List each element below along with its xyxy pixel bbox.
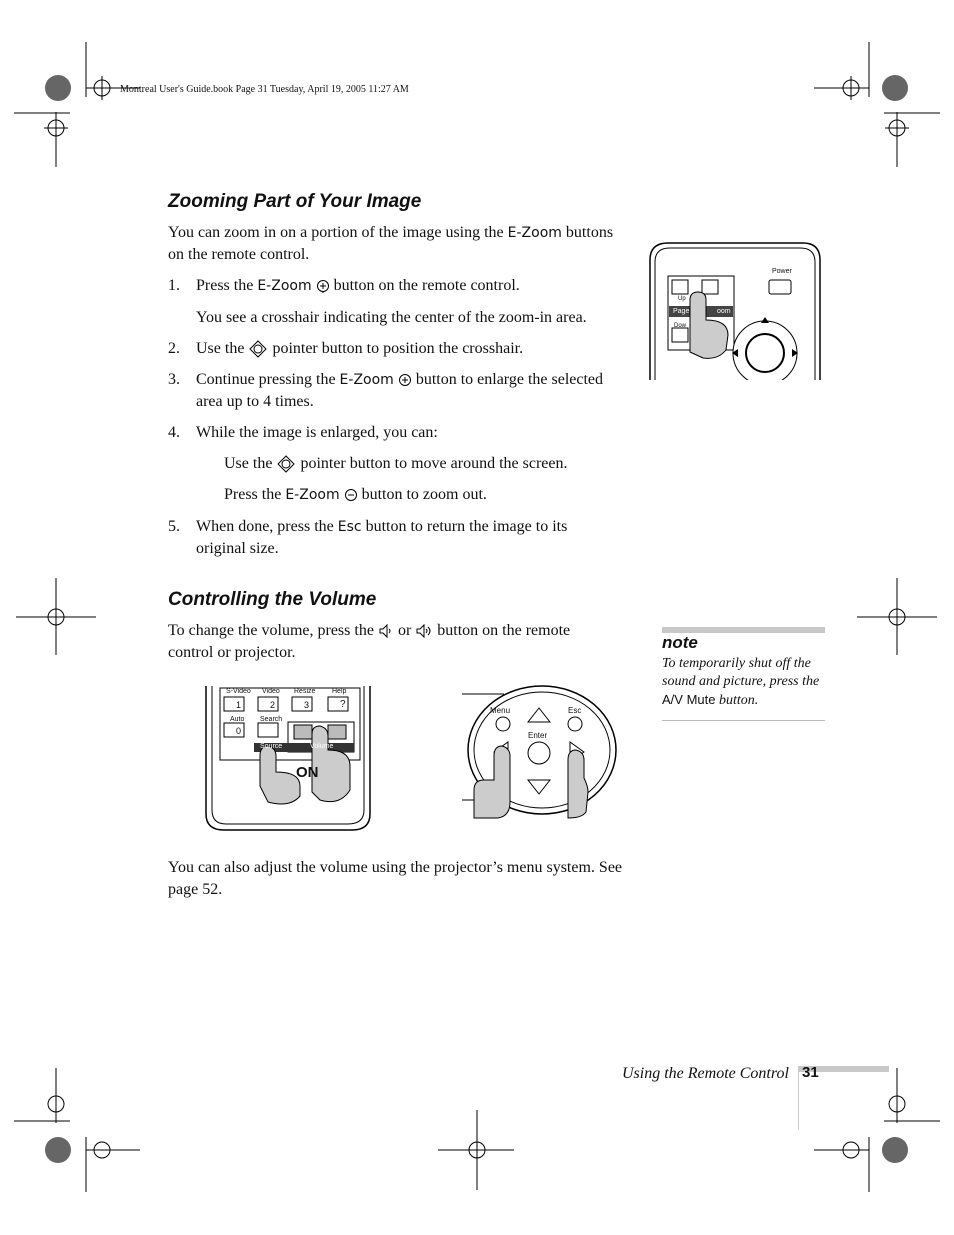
step-1-number: 1.	[168, 277, 180, 294]
step-5	[196, 516, 636, 560]
step-text-b: pointer button to move around the screen.	[300, 455, 568, 472]
step-text: Press the	[196, 277, 254, 294]
note-title: note	[662, 633, 698, 652]
note-divider	[662, 720, 825, 721]
remote-brand-fragment: ON	[296, 764, 319, 781]
step-4-sub-a	[224, 453, 644, 475]
remote-volume-illustration	[204, 686, 374, 832]
step-1	[196, 275, 636, 297]
remote-label-down: Dow	[674, 323, 687, 329]
step-text-b: pointer button to position the crosshair.	[272, 340, 524, 357]
remote-label-resize: Resize	[294, 688, 316, 695]
intro-or: or	[397, 622, 412, 639]
book-header: Montreal User's Guide.book Page 31 Tuesday, April 19, 2005 11:27 AM	[120, 84, 409, 95]
step-2	[196, 338, 636, 360]
volume-down-icon	[378, 623, 394, 639]
remote-key-1: 1	[236, 700, 242, 710]
step-text-b: button to enlarge the selected	[415, 371, 604, 388]
intro-text: To change the volume, press the	[168, 622, 374, 639]
remote-key-help: ?	[340, 699, 346, 710]
intro-text-c: on the remote control.	[168, 246, 310, 263]
footer-divider	[798, 1066, 799, 1130]
step-text-b: button to return the image to its	[365, 518, 568, 535]
volume-up-icon	[415, 623, 433, 639]
remote-label-power: Power	[772, 268, 792, 275]
key-e-zoom: E-Zoom	[507, 225, 562, 241]
projector-panel-illustration	[458, 682, 622, 822]
step-text-b: button on the remote control.	[333, 277, 520, 294]
remote-label-search: Search	[260, 716, 283, 723]
remote-label-zoom: oom	[717, 308, 731, 315]
step-1-sub: You see a crosshair indicating the center of the zoom-in area.	[196, 309, 587, 326]
key-av-mute: A/V Mute	[662, 692, 716, 707]
key-e-zoom: E-Zoom	[339, 372, 394, 388]
key-esc: Esc	[337, 519, 362, 535]
section-title-zoom: Zooming Part of Your Image	[168, 191, 422, 212]
panel-label-enter: Enter	[528, 731, 548, 740]
step-text: Use the	[196, 340, 245, 357]
outro-text-b: page 52.	[168, 881, 223, 898]
zoom-out-icon	[344, 488, 358, 502]
step-text-b: button to zoom out.	[361, 486, 487, 503]
outro-text: You can also adjust the volume using the projector’s menu system. See	[168, 859, 623, 876]
remote-label-video: Video	[262, 688, 280, 695]
note-body	[662, 655, 827, 710]
volume-outro	[168, 857, 638, 901]
note-line-2: sound and picture, press the	[662, 674, 820, 689]
volume-intro	[168, 620, 638, 664]
footer-section: Using the Remote Control	[622, 1065, 789, 1082]
intro-text-c: control or projector.	[168, 644, 296, 661]
remote-label-source: Source	[260, 743, 283, 750]
remote-label-volume: Volume	[310, 743, 334, 750]
remote-key-3: 3	[304, 700, 310, 710]
panel-label-menu: Menu	[490, 706, 511, 715]
section-title-volume: Controlling the Volume	[168, 589, 377, 610]
step-2-number: 2.	[168, 340, 180, 357]
zoom-in-icon	[398, 373, 412, 387]
step-text: When done, press the	[196, 518, 334, 535]
remote-key-2: 2	[270, 700, 276, 710]
note-tail: button.	[718, 693, 759, 708]
step-text: Continue pressing the	[196, 371, 336, 388]
intro-text-b: button on the remote	[437, 622, 571, 639]
step-4-sub-b	[224, 484, 644, 506]
remote-label-auto: Auto	[230, 716, 245, 723]
zoom-in-icon	[316, 279, 330, 293]
step-4: While the image is enlarged, you can:	[196, 424, 438, 441]
step-3	[196, 369, 636, 413]
pointer-icon	[248, 339, 268, 359]
remote-label-help: Help	[332, 688, 347, 695]
step-5-number: 5.	[168, 518, 180, 535]
intro-text: You can zoom in on a portion of the image using the	[168, 224, 504, 241]
step-text-c: area up to 4 times.	[196, 393, 314, 410]
step-text-c: original size.	[196, 540, 279, 557]
step-3-number: 3.	[168, 371, 180, 388]
step-text: Press the	[224, 486, 282, 503]
step-text: Use the	[224, 455, 273, 472]
remote-label-up: Up	[678, 296, 686, 302]
remote-label-svideo: S-Video	[226, 688, 251, 695]
intro-text-b: buttons	[565, 224, 614, 241]
pointer-icon	[276, 454, 296, 474]
panel-label-esc: Esc	[568, 706, 582, 715]
step-4-number: 4.	[168, 424, 180, 441]
key-e-zoom: E-Zoom	[257, 278, 312, 294]
remote-label-page: Page	[673, 308, 690, 315]
note-line-1: To temporarily shut off the	[662, 656, 811, 671]
zoom-intro	[168, 222, 638, 266]
page-number: 31	[802, 1064, 819, 1081]
key-e-zoom: E-Zoom	[285, 487, 340, 503]
remote-key-0: 0	[236, 726, 242, 736]
